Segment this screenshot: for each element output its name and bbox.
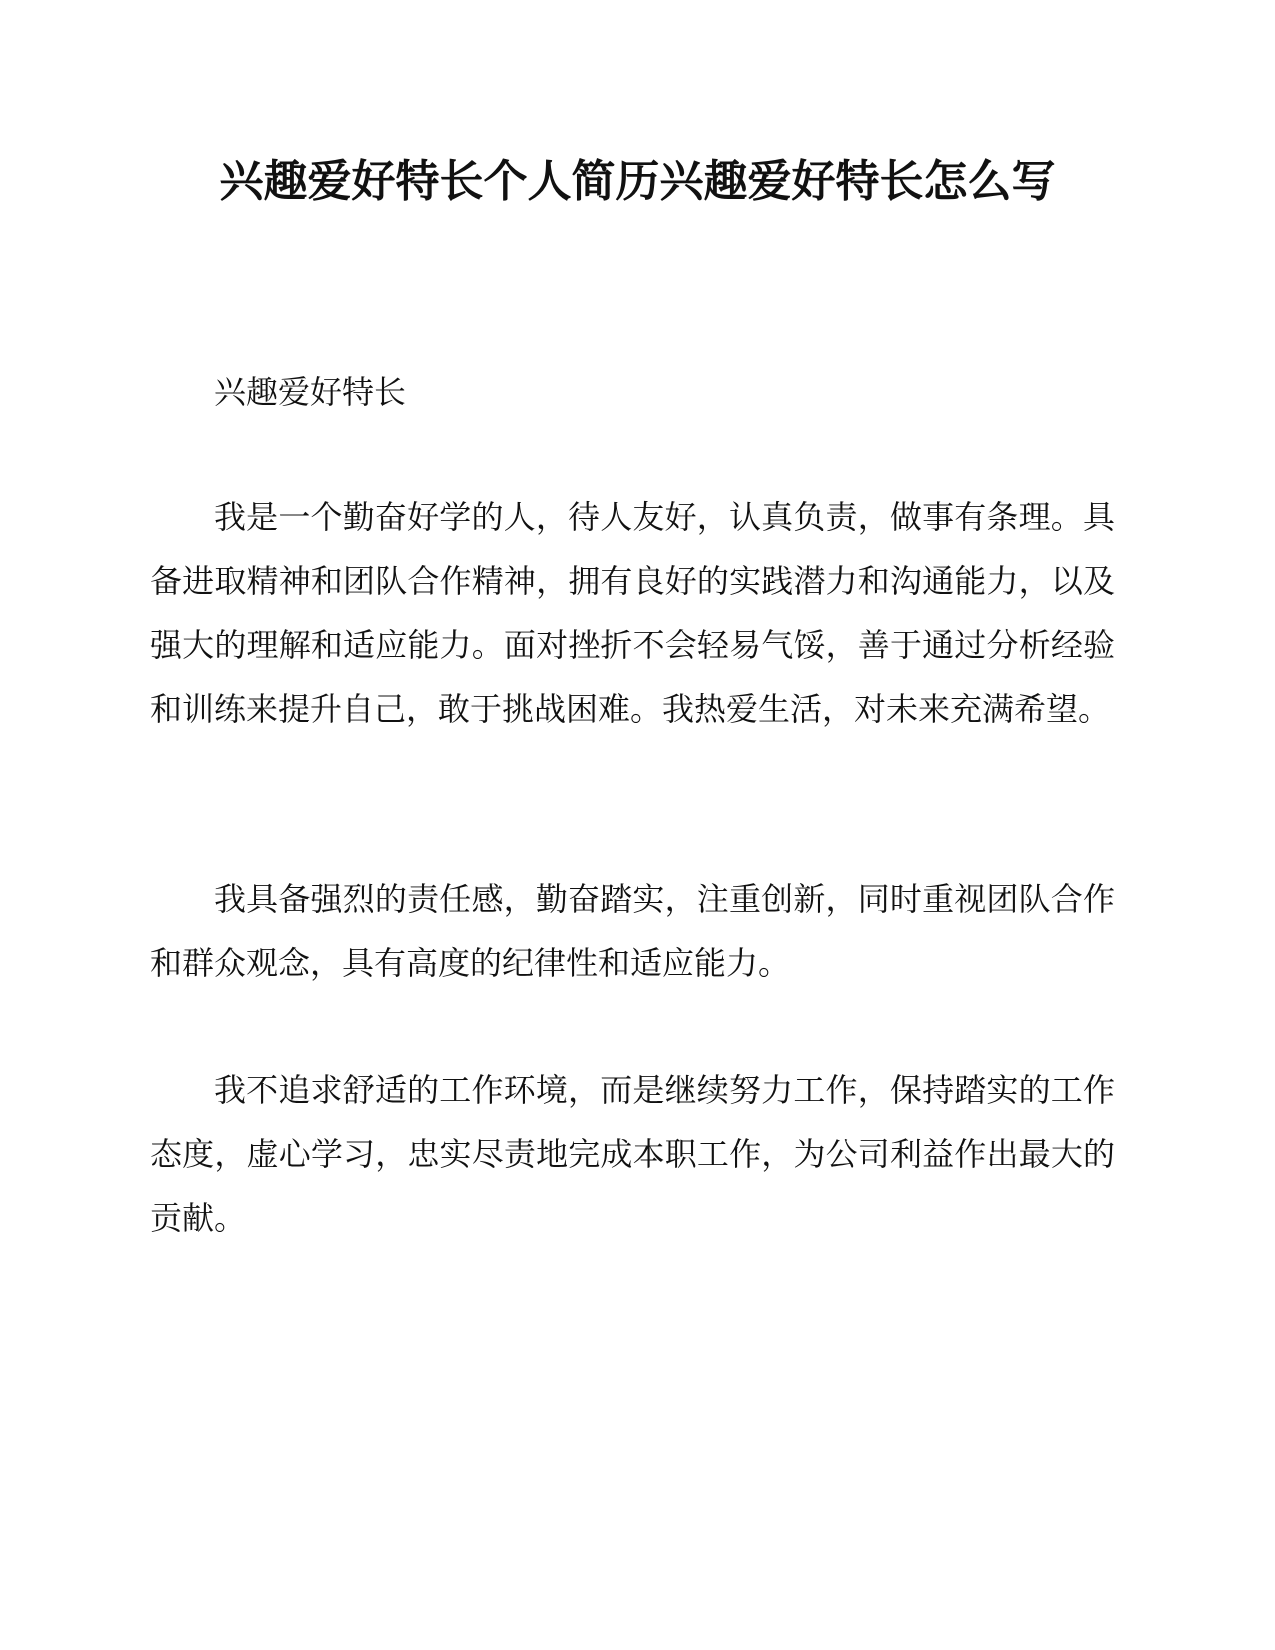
- paragraph-1: 我是一个勤奋好学的人，待人友好，认真负责，做事有条理。具备进取精神和团队合作精神，拥有良好的实践潜力和沟通能力，以及强大的理解和适应能力。面对挫折不会轻易气馁，善于通过分析经验和训练来提升自己，敢于挑战困难。我热爱生活，对未来充满希望。: [150, 498, 1115, 728]
- paragraph-2: 我具备强烈的责任感，勤奋踏实，注重创新，同时重视团队合作和群众观念，具有高度的纪律性和适应能力。: [150, 880, 1115, 982]
- document-title: 兴趣爱好特长个人简历兴趣爱好特长怎么写: [219, 156, 1056, 207]
- paragraph-3: 我不追求舒适的工作环境，而是继续努力工作，保持踏实的工作态度，虚心学习，忠实尽责地完成本职工作，为公司利益作出最大的贡献。: [150, 1071, 1115, 1237]
- section-heading: 兴趣爱好特长: [214, 373, 407, 411]
